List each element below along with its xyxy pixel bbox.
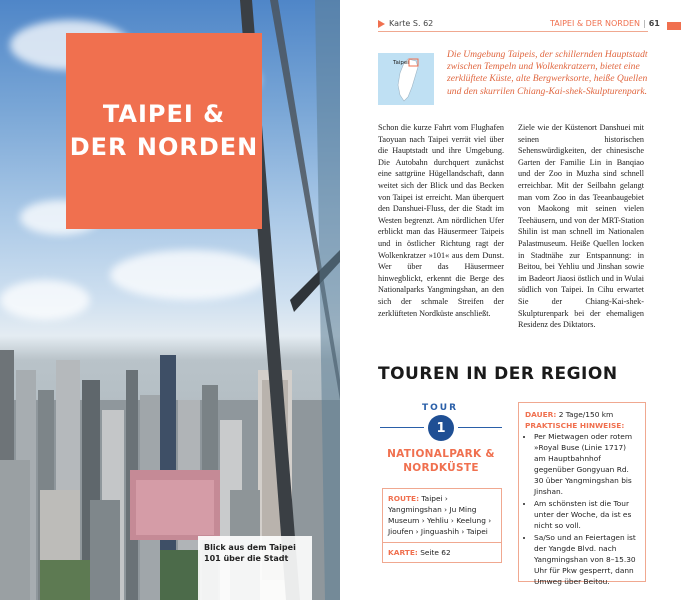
- practical-info-box: [518, 402, 646, 586]
- text-page: [340, 0, 681, 600]
- chapter-title: TAIPEI & DER NORDEN: [69, 100, 259, 161]
- tour-rule-right: [458, 427, 502, 428]
- dauer-label: DAUER:: [525, 410, 557, 419]
- route-box: [382, 488, 502, 563]
- section-title: TAIPEI & DER NORDEN: [550, 19, 641, 28]
- running-header: TAIPEI & DER NORDEN | 61: [550, 19, 660, 28]
- tour-rule-left: [380, 427, 424, 428]
- hinweis-item: • Per Mietwagen oder rotem »Royal Buse (Linie 1717) am Hauptbahnhof gegenüber Gongyuan Rd. 30 über Yangmingshan bis Jinshan.: [534, 431, 639, 497]
- route-label: ROUTE:: [388, 494, 420, 503]
- karte-text: Seite 62: [420, 548, 451, 557]
- body-column-1: Schon die kurze Fahrt vom Flughafen Taoyuan nach Taipei verrät viel über die Hauptstadt und ihre Umgebung. Die Autobahn durchquert zunächst eine sattgrüne Hügellandschaft, dann weitet sich der Blick und das Becken von Taipei ist erreicht. Man überquert den Danshuei-Fluss, der die Stadt im Westen begrenzt. Am nördlichen Ufer erblickt man das Häusermeer Taipeis und in östlicher Richtung ragt der Wolkenkratzer »101« aus dem Dunst. Wer über das Häusermeer hinwegblickt, erkennt die Berge des Nationalparks Yangmingshan, an den sich der schmale Streifen der zerklüfteten Nordküste anschließt.: [378, 123, 504, 318]
- photo-page: [0, 0, 340, 600]
- photo-caption: Blick aus dem Taipei 101 über die Stadt: [204, 543, 296, 563]
- dauer-text: 2 Tage/150 km: [558, 410, 614, 419]
- intro-text: Die Umgebung Taipeis, der schillernden Hauptstadt zwischen Tempeln und Wolkenkratzern, bietet eine zerklüftete Küste, alte Bergwerksorte, heiße Quellen und den skurrilen Chiang-Kai-shek-Skulpturenpark.: [447, 49, 648, 97]
- map-reference-label: Karte S. 62: [389, 19, 434, 28]
- body-column-2: Ziele wie der Küstenort Danshuei mit seinen historischen Sehenswürdigkeiten, der chinesische Garten der Familie Lin in Banqiao und der Zoo in Muzha sind schnell erreichbar. Mit der Seilbahn gelangt man vom Zoo in das Teeanbaugebiet von Maokong mit seinen vielen Teehäusern, und von der MRT-Station Shilin ist man schnell im Nationalen Palastmuseum. Heiße Quellen locken in Stadtnähe zur Entspannung: in Beitou, bei Yehliu und Jinshan sowie im Badeort Jiaosi östlich und in Wulai südlich von Taipei. In Cihu erwartet Sie der Chiang-Kai-shek-Skulpturenpark bei der ehemaligen Residenz des Diktators.: [518, 123, 644, 330]
- page-number: 61: [648, 19, 660, 28]
- hinweise-list: [525, 431, 639, 587]
- tours-heading: TOUREN IN DER REGION: [378, 364, 618, 384]
- hinweis-item: • Sa/So und an Feiertagen ist der Yangde Blvd. nach Yangmingshan von 8–15.30 Uhr für Pkw gesperrt, dann Umweg über Beitou.: [534, 532, 639, 587]
- header-rule: [378, 31, 648, 32]
- tour-name: NATIONALPARK & NORDKÜSTE: [387, 448, 495, 474]
- tour-number-badge: 1: [428, 415, 454, 441]
- tour-badge-word: TOUR: [422, 403, 459, 413]
- chapter-title-box: [66, 33, 262, 229]
- karte-label: KARTE:: [388, 548, 418, 557]
- map-reference: [378, 19, 433, 28]
- taiwan-map-thumbnail: [378, 53, 434, 105]
- hinweise-label: PRAKTISCHE HINWEISE:: [525, 421, 625, 430]
- hinweis-item: • Am schönsten ist die Tour unter der Woche, da ist es nicht so voll.: [534, 498, 639, 531]
- chapter-tab: [667, 22, 681, 30]
- route-text: Taipei › Yangmingshan › Ju Ming Museum › Yehliu › Keelung › Jioufen › Jinguashih › Taipei: [388, 494, 492, 536]
- map-thumb-label: Taipei: [393, 60, 409, 66]
- arrow-right-icon: [378, 20, 385, 28]
